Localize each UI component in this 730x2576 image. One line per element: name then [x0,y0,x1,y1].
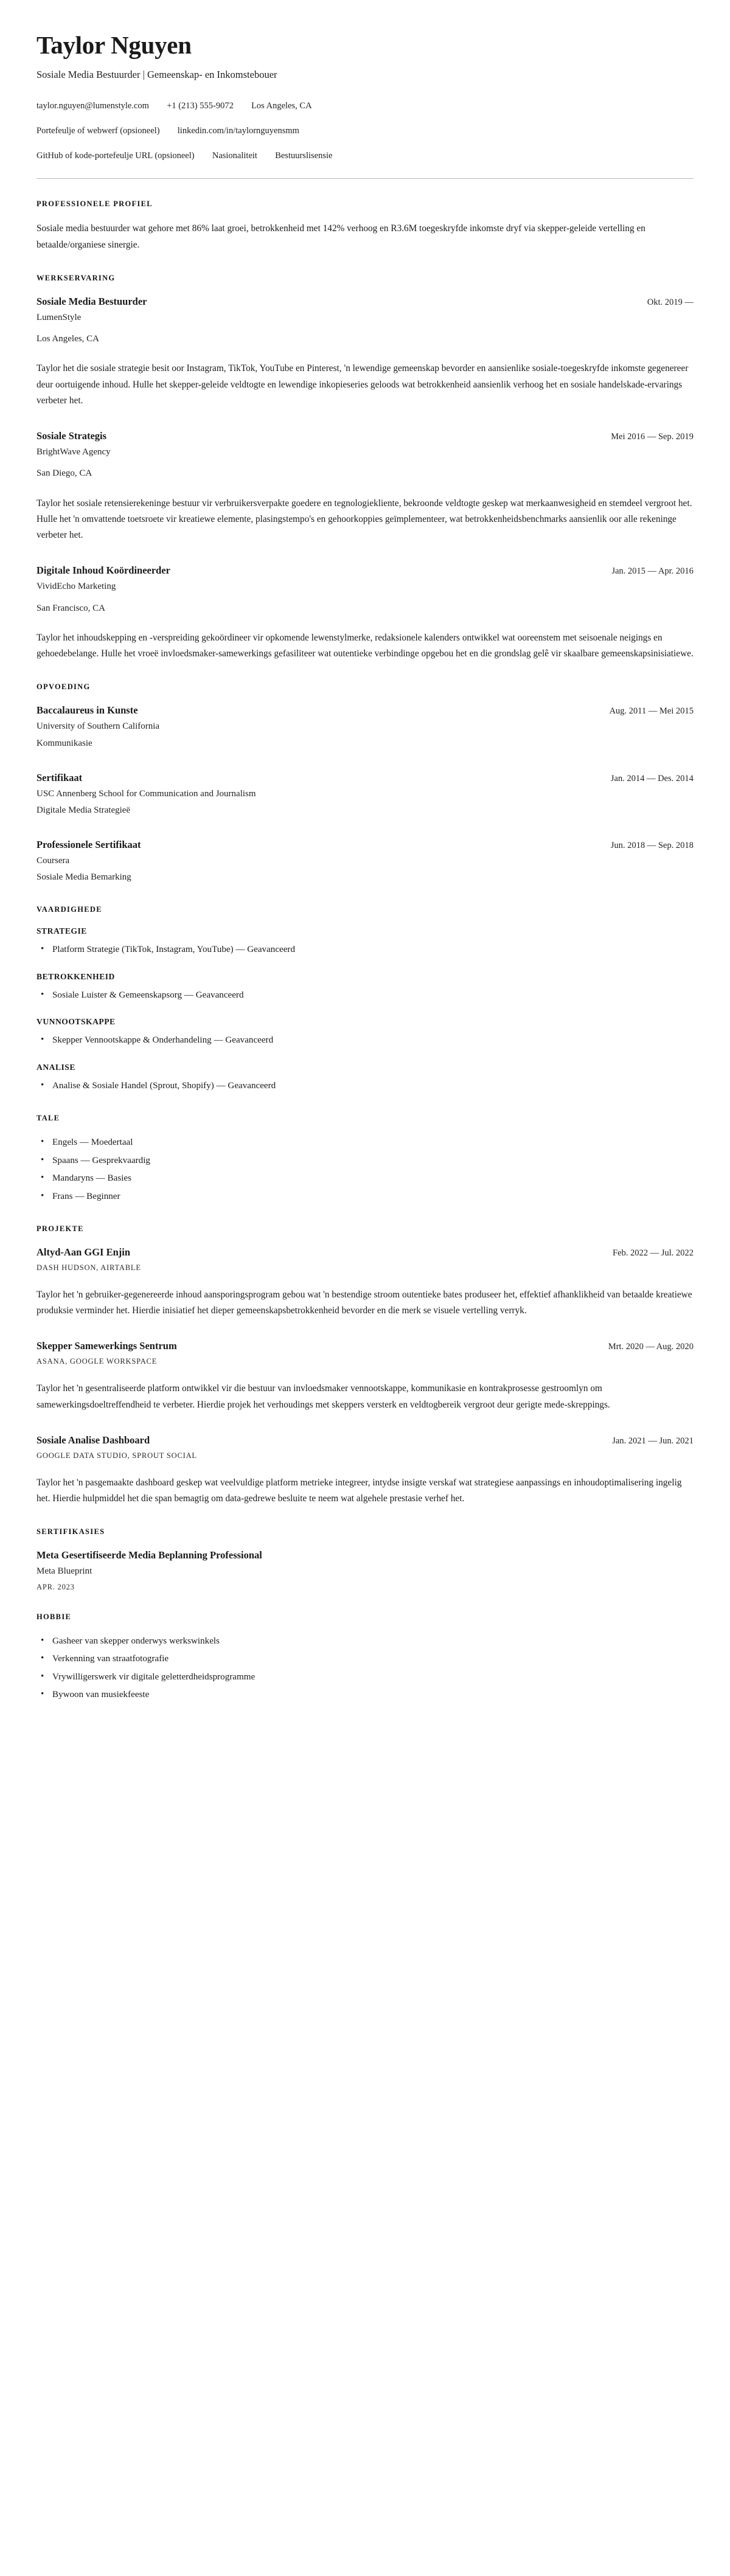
education-degree: Professionele Sertifikaat [36,839,141,851]
certification-item-head [36,1549,693,1561]
education-school: Coursera [36,855,70,866]
skill-item: • Sosiale Luister & Gemeenskapsorg — Geavanceerd [36,988,693,1002]
education-item-head [36,704,693,717]
experience-location: San Diego, CA [36,468,92,479]
skill-group [36,1017,693,1047]
experience-item-head [36,295,693,308]
project-name: Skepper Samewerkings Sentrum [36,1340,177,1352]
project-description: Taylor het 'n pasgemaakte dashboard geskep wat veelvuldige platform metrieke integreer, intydse insigte verskaf wat strategiese aanpassings en inhoudoptimalisering ingelig het. Hierdie hulpmiddel het die span bemagtig om data-gedrewe besluite te neem wat algehele prestasie verhef het. [36,1477,682,1504]
experience-company: VividEcho Marketing [36,582,116,592]
certification-issuer: Meta Blueprint [36,1566,92,1576]
education-dates: Jan. 2014 — Des. 2014 [610,773,693,783]
education-item [36,704,693,750]
project-dates: Jan. 2021 — Jun. 2021 [612,1436,693,1446]
education-school: University of Southern California [36,721,160,732]
project-item-head [36,1246,693,1259]
contact-nationality: Nasionaliteit [212,150,257,161]
contact-location: Los Angeles, CA [251,101,312,111]
section-hobbies [36,1613,693,1703]
experience-item [36,295,693,409]
experience-description-wrap [36,496,693,544]
section-title-experience: WERKSERVARING [36,274,116,283]
contact-line-primary [36,100,693,113]
project-item [36,1339,693,1412]
section-languages [36,1114,693,1204]
skill-group [36,1063,693,1093]
experience-description: Taylor het sosiale retensierekeninge bestuur vir verbruikersverpakte goedere en tegnologiekliente, bekroonde veldtogte geskep wat merkaanwesigheid en stemdeel vergroot het. Hulle het 'n omvattende toetsroete vir kreatiewe elemente, plasingstempo's en gehoorkoppies geïmplementeer, wat betrokkenheidsbenchmarks aansienlik oor alle rekeninge verbeter het. [36,498,692,541]
education-field: Sosiale Media Bemarking [36,872,131,883]
education-field: Digitale Media Strategieë [36,805,131,815]
experience-dates: Mei 2016 — Sep. 2019 [611,432,693,442]
skill-group-title: STRATEGIE [36,926,87,936]
certification-date: APR. 2023 [36,1582,75,1591]
language-item: • Engels — Moedertaal [36,1135,693,1150]
project-description-wrap [36,1287,693,1319]
experience-item-head [36,564,693,577]
hobby-item: • Gasheer van skepper onderwys werkswinkels [36,1634,693,1648]
education-item [36,771,693,818]
language-item: • Frans — Beginner [36,1189,693,1204]
header-divider [36,178,693,179]
project-stack: DASH HUDSON, AIRTABLE [36,1263,141,1272]
project-item-head [36,1339,693,1353]
experience-dates: Okt. 2019 — [647,297,693,308]
experience-dates: Jan. 2015 — Apr. 2016 [611,566,693,577]
language-item: • Mandaryns — Basies [36,1171,693,1186]
skill-item: • Analise & Sosiale Handel (Sprout, Shopify) — Geavanceerd [36,1078,693,1093]
education-degree: Baccalaureus in Kunste [36,704,138,717]
skill-list [36,1078,693,1093]
experience-location: San Francisco, CA [36,603,105,613]
experience-location: Los Angeles, CA [36,334,99,344]
skill-group-title: ANALISE [36,1062,75,1072]
contact-line-extra [36,150,693,163]
skill-group [36,926,693,957]
section-title-certifications: SERTIFIKASIES [36,1527,105,1536]
section-education [36,682,693,884]
contact-phone[interactable]: +1 (213) 555-9072 [167,101,234,111]
experience-description: Taylor het die sosiale strategie besit oor Instagram, TikTok, YouTube en Pinterest, 'n lewendige gemeenskap bevorder en aansienlike sosiale-toegeskryfde inkomste gegenereer deur oortuigende inhoud. Hulle het skepper-geleide veldtogte en lewendige inkopieseries geloods wat betrokkenheid aansienlik verhoog het en sosiale handelskade-ervarings verbeter het. [36,363,689,406]
section-experience [36,274,693,662]
certification-item [36,1549,693,1592]
hobby-item: • Bywoon van musiekfeeste [36,1687,693,1702]
skill-item: • Skepper Vennootskappe & Onderhandeling — Geavanceerd [36,1033,693,1047]
hobby-list [36,1634,693,1703]
education-item-head [36,838,693,852]
project-description: Taylor het 'n gebruiker-gegenereerde inhoud aansporingsprogram gebou wat 'n bestendige stroom outentieke bates produseer het, effektief afhanklikheid van betaalde kreatiewe produksie verminder het. Hierdie inisiatief het dieper gemeenskapsbetrokkenheid bevorder en die merk se visuele vertelling verryk. [36,1289,692,1316]
project-description: Taylor het 'n gesentraliseerde platform ontwikkel vir die bestuur van invloedsmaker vennootskappe, kommunikasie en kontrakprosesse gestroomlyn om samewerkingsdoeltreffendheid te verbeter. Hierdie projek het verhoudings met skeppers versterk en veldtogbereik vergroot deur gerigte mede-skreppings. [36,1383,610,1410]
experience-item [36,429,693,543]
section-title-profile: PROFESSIONELE PROFIEL [36,200,153,209]
experience-description: Taylor het inhoudskepping en -verspreiding gekoördineer vir opkomende lewenstylmerke, redaksionele kalenders ontwikkel wat ooreenstem met seisoenale neigings en gehoedebelange. Hulle het vroeë invloedsmaker-samewerkings gefasiliteer wat outentieke verbindinge opgebou het en die grondslag gelê vir skaalbare gemeenskapsinisiatiewe. [36,632,693,659]
experience-role: Sosiale Media Bestuurder [36,296,147,308]
project-item-head [36,1434,693,1447]
project-stack: GOOGLE DATA STUDIO, SPROUT SOCIAL [36,1451,197,1460]
education-school: USC Annenberg School for Communication and Journalism [36,788,256,799]
skill-group-title: BETROKKENHEID [36,971,115,981]
education-degree: Sertifikaat [36,771,83,783]
certification-name: Meta Gesertifiseerde Media Beplanning Professional [36,1549,262,1561]
education-dates: Jun. 2018 — Sep. 2018 [610,841,693,851]
contact-line-portfolio [36,125,693,138]
project-dates: Mrt. 2020 — Aug. 2020 [608,1342,693,1352]
project-description-wrap [36,1475,693,1507]
education-dates: Aug. 2011 — Mei 2015 [609,706,693,717]
candidate-name: Taylor Nguyen [36,31,192,59]
section-profile [36,200,693,253]
experience-role: Sosiale Strategis [36,430,107,442]
section-title-hobbies: HOBBIE [36,1612,72,1621]
experience-description-wrap [36,630,693,662]
contact-github[interactable]: GitHub of kode-portefeulje URL (opsioneel) [36,150,195,161]
section-title-projects: PROJEKTE [36,1224,84,1233]
candidate-headline: Sosiale Media Bestuurder | Gemeenskap- en Inkomstebouer [36,68,277,80]
hobby-item: • Verkenning van straatfotografie [36,1651,693,1666]
experience-company: LumenStyle [36,312,82,322]
language-list [36,1135,693,1204]
section-title-education: OPVOEDING [36,682,91,692]
skill-group-title: VUNNOOTSKAPPE [36,1017,116,1027]
project-item [36,1434,693,1507]
section-skills [36,905,693,1093]
experience-item-head [36,429,693,443]
hobby-item: • Vrywilligerswerk vir digitale geletterdheidsprogramme [36,1670,693,1684]
project-dates: Feb. 2022 — Jul. 2022 [613,1248,693,1258]
experience-item [36,564,693,662]
section-title-languages: TALE [36,1114,60,1123]
skill-list [36,988,693,1002]
skill-list [36,1033,693,1047]
section-certifications [36,1527,693,1592]
skill-item: • Platform Strategie (TikTok, Instagram, YouTube) — Geavanceerd [36,942,693,957]
project-stack: ASANA, GOOGLE WORKSPACE [36,1357,158,1366]
section-title-skills: VAARDIGHEDE [36,905,102,914]
education-item-head [36,771,693,785]
education-field: Kommunikasie [36,738,92,748]
contact-portfolio[interactable]: Portefeulje of webwerf (opsioneel) [36,125,160,136]
project-item [36,1246,693,1319]
project-name: Altyd-Aan GGI Enjin [36,1246,131,1258]
resume-header [36,32,693,179]
profile-text: Sosiale media bestuurder wat gehore met 86% laat groei, betrokkenheid met 142% verhoog en R3.6M toegeskryfde inkomste dryf via skepper-geleide vertelling en betaalde/organiese sinergie. [36,223,645,250]
education-item [36,838,693,884]
skill-group [36,972,693,1002]
project-name: Sosiale Analise Dashboard [36,1434,150,1446]
contact-linkedin[interactable]: linkedin.com/in/taylornguyensmm [177,125,299,136]
contact-email[interactable]: taylor.nguyen@lumenstyle.com [36,101,149,111]
skill-list [36,942,693,957]
experience-company: BrightWave Agency [36,447,111,457]
experience-description-wrap [36,361,693,409]
project-description-wrap [36,1381,693,1413]
contact-driving-license: Bestuurslisensie [275,150,333,161]
section-projects [36,1224,693,1507]
language-item: • Spaans — Gesprekvaardig [36,1153,693,1168]
experience-role: Digitale Inhoud Koördineerder [36,564,171,577]
